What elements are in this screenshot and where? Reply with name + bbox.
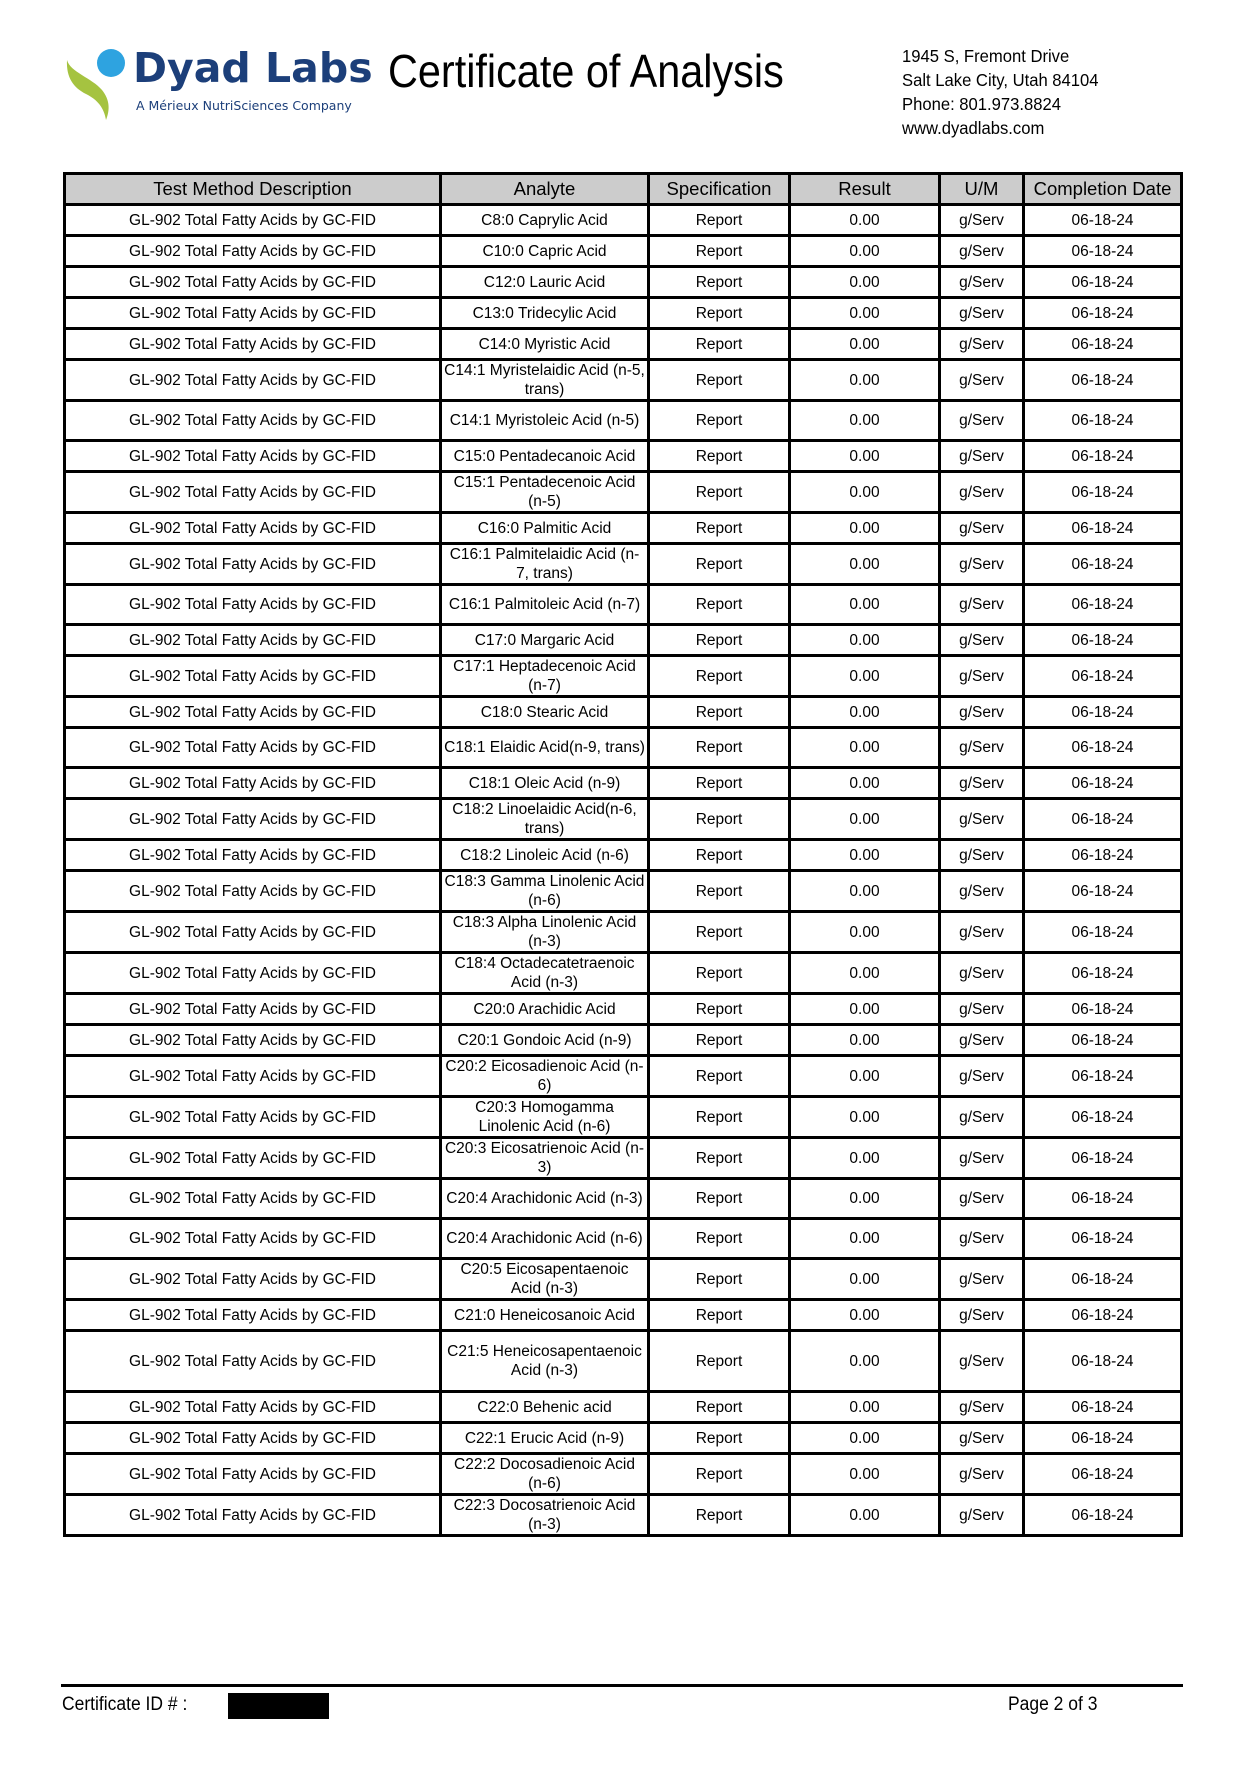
cell-specification: Report xyxy=(649,871,790,912)
table-row xyxy=(65,205,1182,236)
cell-test-method: GL-902 Total Fatty Acids by GC-FID xyxy=(65,1138,441,1179)
cell-unit: g/Serv xyxy=(940,472,1024,513)
cell-test-method: GL-902 Total Fatty Acids by GC-FID xyxy=(65,544,441,585)
cell-completion-date: 06-18-24 xyxy=(1024,1392,1182,1423)
table-row xyxy=(65,1179,1182,1219)
cell-completion-date: 06-18-24 xyxy=(1024,728,1182,768)
cell-test-method: GL-902 Total Fatty Acids by GC-FID xyxy=(65,585,441,625)
cell-specification: Report xyxy=(649,1219,790,1259)
cell-analyte: C22:2 Docosadienoic Acid (n-6) xyxy=(441,1454,649,1495)
cell-result: 0.00 xyxy=(790,1423,940,1454)
cell-unit: g/Serv xyxy=(940,205,1024,236)
table-row xyxy=(65,441,1182,472)
cell-unit: g/Serv xyxy=(940,1300,1024,1331)
cell-specification: Report xyxy=(649,267,790,298)
cell-analyte: C22:1 Erucic Acid (n-9) xyxy=(441,1423,649,1454)
cell-specification: Report xyxy=(649,1331,790,1392)
cell-unit: g/Serv xyxy=(940,1331,1024,1392)
cell-analyte: C16:1 Palmitelaidic Acid (n-7, trans) xyxy=(441,544,649,585)
cell-result: 0.00 xyxy=(790,1495,940,1536)
brand-tagline: A Mérieux NutriSciences Company xyxy=(136,98,352,113)
table-row xyxy=(65,1025,1182,1056)
cell-unit: g/Serv xyxy=(940,298,1024,329)
cell-test-method: GL-902 Total Fatty Acids by GC-FID xyxy=(65,1056,441,1097)
cell-specification: Report xyxy=(649,1392,790,1423)
cell-completion-date: 06-18-24 xyxy=(1024,585,1182,625)
cell-unit: g/Serv xyxy=(940,441,1024,472)
cell-analyte: C18:2 Linoleic Acid (n-6) xyxy=(441,840,649,871)
table-row xyxy=(65,360,1182,401)
cell-specification: Report xyxy=(649,799,790,840)
cell-result: 0.00 xyxy=(790,513,940,544)
cell-specification: Report xyxy=(649,298,790,329)
cell-analyte: C16:1 Palmitoleic Acid (n-7) xyxy=(441,585,649,625)
cell-analyte: C10:0 Capric Acid xyxy=(441,236,649,267)
cell-unit: g/Serv xyxy=(940,236,1024,267)
cell-result: 0.00 xyxy=(790,205,940,236)
cell-result: 0.00 xyxy=(790,544,940,585)
table-row xyxy=(65,401,1182,441)
cell-test-method: GL-902 Total Fatty Acids by GC-FID xyxy=(65,1025,441,1056)
cell-test-method: GL-902 Total Fatty Acids by GC-FID xyxy=(65,1259,441,1300)
cell-analyte: C20:3 Eicosatrienoic Acid (n-3) xyxy=(441,1138,649,1179)
cell-unit: g/Serv xyxy=(940,1025,1024,1056)
brand-name: Dyad Labs xyxy=(133,44,373,92)
cell-unit: g/Serv xyxy=(940,585,1024,625)
table-row xyxy=(65,267,1182,298)
table-row xyxy=(65,329,1182,360)
cell-test-method: GL-902 Total Fatty Acids by GC-FID xyxy=(65,1495,441,1536)
table-row xyxy=(65,513,1182,544)
cell-completion-date: 06-18-24 xyxy=(1024,625,1182,656)
cell-completion-date: 06-18-24 xyxy=(1024,1219,1182,1259)
cell-completion-date: 06-18-24 xyxy=(1024,912,1182,953)
cell-analyte: C14:0 Myristic Acid xyxy=(441,329,649,360)
cell-specification: Report xyxy=(649,768,790,799)
cell-unit: g/Serv xyxy=(940,1495,1024,1536)
cell-result: 0.00 xyxy=(790,1138,940,1179)
table-row xyxy=(65,236,1182,267)
table-row xyxy=(65,1454,1182,1495)
cell-completion-date: 06-18-24 xyxy=(1024,329,1182,360)
cell-test-method: GL-902 Total Fatty Acids by GC-FID xyxy=(65,1300,441,1331)
cell-result: 0.00 xyxy=(790,360,940,401)
cell-unit: g/Serv xyxy=(940,1454,1024,1495)
table-row xyxy=(65,625,1182,656)
cell-specification: Report xyxy=(649,1056,790,1097)
cell-test-method: GL-902 Total Fatty Acids by GC-FID xyxy=(65,267,441,298)
cell-specification: Report xyxy=(649,544,790,585)
table-row xyxy=(65,953,1182,994)
cell-unit: g/Serv xyxy=(940,871,1024,912)
cell-completion-date: 06-18-24 xyxy=(1024,953,1182,994)
cell-unit: g/Serv xyxy=(940,912,1024,953)
cell-specification: Report xyxy=(649,1138,790,1179)
cell-analyte: C22:0 Behenic acid xyxy=(441,1392,649,1423)
cell-test-method: GL-902 Total Fatty Acids by GC-FID xyxy=(65,625,441,656)
cell-result: 0.00 xyxy=(790,329,940,360)
table-row xyxy=(65,799,1182,840)
cell-analyte: C18:3 Alpha Linolenic Acid (n-3) xyxy=(441,912,649,953)
cell-analyte: C20:3 Homogamma Linolenic Acid (n-6) xyxy=(441,1097,649,1138)
cell-specification: Report xyxy=(649,513,790,544)
table-row xyxy=(65,871,1182,912)
cell-test-method: GL-902 Total Fatty Acids by GC-FID xyxy=(65,1219,441,1259)
cell-result: 0.00 xyxy=(790,912,940,953)
address-phone: Phone: 801.973.8824 xyxy=(902,94,1062,114)
cell-result: 0.00 xyxy=(790,1331,940,1392)
cell-completion-date: 06-18-24 xyxy=(1024,1331,1182,1392)
cell-analyte: C17:1 Heptadecenoic Acid (n-7) xyxy=(441,656,649,697)
table-row xyxy=(65,1423,1182,1454)
cell-specification: Report xyxy=(649,912,790,953)
cell-test-method: GL-902 Total Fatty Acids by GC-FID xyxy=(65,697,441,728)
cell-completion-date: 06-18-24 xyxy=(1024,840,1182,871)
cell-analyte: C14:1 Myristelaidic Acid (n-5, trans) xyxy=(441,360,649,401)
cell-result: 0.00 xyxy=(790,585,940,625)
table-row xyxy=(65,1300,1182,1331)
cell-test-method: GL-902 Total Fatty Acids by GC-FID xyxy=(65,298,441,329)
cell-analyte: C8:0 Caprylic Acid xyxy=(441,205,649,236)
address-city: Salt Lake City, Utah 84104 xyxy=(902,70,1099,90)
cell-completion-date: 06-18-24 xyxy=(1024,1454,1182,1495)
table-row xyxy=(65,472,1182,513)
cell-unit: g/Serv xyxy=(940,329,1024,360)
cell-analyte: C18:2 Linoelaidic Acid(n-6, trans) xyxy=(441,799,649,840)
table-row xyxy=(65,1219,1182,1259)
table-row xyxy=(65,1259,1182,1300)
table-row xyxy=(65,1056,1182,1097)
table-row xyxy=(65,1495,1182,1536)
cell-specification: Report xyxy=(649,1423,790,1454)
cell-result: 0.00 xyxy=(790,1454,940,1495)
column-header-analyte: Analyte xyxy=(441,174,649,205)
cell-analyte: C18:4 Octadecatetraenoic Acid (n-3) xyxy=(441,953,649,994)
certificate-id-redacted xyxy=(228,1693,329,1719)
cell-specification: Report xyxy=(649,1495,790,1536)
cell-completion-date: 06-18-24 xyxy=(1024,544,1182,585)
cell-analyte: C20:4 Arachidonic Acid (n-3) xyxy=(441,1179,649,1219)
cell-specification: Report xyxy=(649,1300,790,1331)
cell-unit: g/Serv xyxy=(940,656,1024,697)
cell-specification: Report xyxy=(649,441,790,472)
cell-analyte: C20:0 Arachidic Acid xyxy=(441,994,649,1025)
cell-test-method: GL-902 Total Fatty Acids by GC-FID xyxy=(65,1331,441,1392)
results-table xyxy=(63,172,1183,1537)
cell-result: 0.00 xyxy=(790,840,940,871)
cell-test-method: GL-902 Total Fatty Acids by GC-FID xyxy=(65,329,441,360)
cell-result: 0.00 xyxy=(790,298,940,329)
cell-test-method: GL-902 Total Fatty Acids by GC-FID xyxy=(65,953,441,994)
cell-test-method: GL-902 Total Fatty Acids by GC-FID xyxy=(65,401,441,441)
cell-specification: Report xyxy=(649,697,790,728)
cell-result: 0.00 xyxy=(790,799,940,840)
cell-result: 0.00 xyxy=(790,1392,940,1423)
cell-result: 0.00 xyxy=(790,1219,940,1259)
cell-unit: g/Serv xyxy=(940,1259,1024,1300)
cell-test-method: GL-902 Total Fatty Acids by GC-FID xyxy=(65,513,441,544)
cell-completion-date: 06-18-24 xyxy=(1024,1179,1182,1219)
cell-specification: Report xyxy=(649,329,790,360)
cell-completion-date: 06-18-24 xyxy=(1024,1495,1182,1536)
cell-unit: g/Serv xyxy=(940,1219,1024,1259)
cell-specification: Report xyxy=(649,585,790,625)
column-header-unit: U/M xyxy=(940,174,1024,205)
cell-result: 0.00 xyxy=(790,953,940,994)
cell-completion-date: 06-18-24 xyxy=(1024,441,1182,472)
cell-unit: g/Serv xyxy=(940,360,1024,401)
cell-analyte: C22:3 Docosatrienoic Acid (n-3) xyxy=(441,1495,649,1536)
cell-specification: Report xyxy=(649,472,790,513)
cell-specification: Report xyxy=(649,205,790,236)
cell-test-method: GL-902 Total Fatty Acids by GC-FID xyxy=(65,728,441,768)
table-row xyxy=(65,656,1182,697)
cell-result: 0.00 xyxy=(790,267,940,298)
cell-completion-date: 06-18-24 xyxy=(1024,472,1182,513)
cell-result: 0.00 xyxy=(790,1300,940,1331)
cell-test-method: GL-902 Total Fatty Acids by GC-FID xyxy=(65,1179,441,1219)
cell-specification: Report xyxy=(649,1259,790,1300)
cell-unit: g/Serv xyxy=(940,513,1024,544)
cell-result: 0.00 xyxy=(790,401,940,441)
cell-test-method: GL-902 Total Fatty Acids by GC-FID xyxy=(65,656,441,697)
cell-specification: Report xyxy=(649,656,790,697)
cell-specification: Report xyxy=(649,1097,790,1138)
cell-analyte: C18:0 Stearic Acid xyxy=(441,697,649,728)
cell-specification: Report xyxy=(649,953,790,994)
table-row xyxy=(65,1097,1182,1138)
cell-test-method: GL-902 Total Fatty Acids by GC-FID xyxy=(65,1423,441,1454)
cell-test-method: GL-902 Total Fatty Acids by GC-FID xyxy=(65,472,441,513)
cell-completion-date: 06-18-24 xyxy=(1024,1423,1182,1454)
cell-result: 0.00 xyxy=(790,656,940,697)
address-website: www.dyadlabs.com xyxy=(902,118,1045,138)
cell-test-method: GL-902 Total Fatty Acids by GC-FID xyxy=(65,360,441,401)
cell-specification: Report xyxy=(649,236,790,267)
cell-completion-date: 06-18-24 xyxy=(1024,1056,1182,1097)
cell-analyte: C17:0 Margaric Acid xyxy=(441,625,649,656)
table-row xyxy=(65,912,1182,953)
page-number: Page 2 of 3 xyxy=(1008,1694,1098,1715)
cell-completion-date: 06-18-24 xyxy=(1024,236,1182,267)
column-header-specification: Specification xyxy=(649,174,790,205)
cell-result: 0.00 xyxy=(790,994,940,1025)
cell-test-method: GL-902 Total Fatty Acids by GC-FID xyxy=(65,1454,441,1495)
cell-result: 0.00 xyxy=(790,472,940,513)
cell-test-method: GL-902 Total Fatty Acids by GC-FID xyxy=(65,799,441,840)
cell-test-method: GL-902 Total Fatty Acids by GC-FID xyxy=(65,994,441,1025)
cell-completion-date: 06-18-24 xyxy=(1024,768,1182,799)
footer-divider xyxy=(61,1684,1183,1687)
cell-analyte: C18:1 Elaidic Acid(n-9, trans) xyxy=(441,728,649,768)
cell-analyte: C12:0 Lauric Acid xyxy=(441,267,649,298)
cell-unit: g/Serv xyxy=(940,994,1024,1025)
cell-specification: Report xyxy=(649,360,790,401)
cell-specification: Report xyxy=(649,994,790,1025)
cell-completion-date: 06-18-24 xyxy=(1024,656,1182,697)
cell-completion-date: 06-18-24 xyxy=(1024,267,1182,298)
cell-completion-date: 06-18-24 xyxy=(1024,994,1182,1025)
cell-completion-date: 06-18-24 xyxy=(1024,1300,1182,1331)
cell-completion-date: 06-18-24 xyxy=(1024,401,1182,441)
cell-analyte: C13:0 Tridecylic Acid xyxy=(441,298,649,329)
dyad-labs-logo-icon xyxy=(62,42,132,122)
cell-test-method: GL-902 Total Fatty Acids by GC-FID xyxy=(65,236,441,267)
cell-unit: g/Serv xyxy=(940,625,1024,656)
cell-test-method: GL-902 Total Fatty Acids by GC-FID xyxy=(65,441,441,472)
cell-analyte: C14:1 Myristoleic Acid (n-5) xyxy=(441,401,649,441)
cell-result: 0.00 xyxy=(790,1025,940,1056)
cell-analyte: C20:5 Eicosapentaenoic Acid (n-3) xyxy=(441,1259,649,1300)
cell-result: 0.00 xyxy=(790,1097,940,1138)
cell-test-method: GL-902 Total Fatty Acids by GC-FID xyxy=(65,1392,441,1423)
cell-specification: Report xyxy=(649,1025,790,1056)
cell-completion-date: 06-18-24 xyxy=(1024,513,1182,544)
cell-analyte: C21:5 Heneicosapentaenoic Acid (n-3) xyxy=(441,1331,649,1392)
cell-completion-date: 06-18-24 xyxy=(1024,1097,1182,1138)
column-header-completion-date: Completion Date xyxy=(1024,174,1182,205)
document-title: Certificate of Analysis xyxy=(388,45,784,97)
cell-result: 0.00 xyxy=(790,871,940,912)
cell-specification: Report xyxy=(649,1179,790,1219)
certificate-id-label: Certificate ID # : xyxy=(62,1694,188,1715)
cell-completion-date: 06-18-24 xyxy=(1024,360,1182,401)
lab-address xyxy=(902,44,1109,140)
cell-unit: g/Serv xyxy=(940,1392,1024,1423)
cell-test-method: GL-902 Total Fatty Acids by GC-FID xyxy=(65,768,441,799)
cell-unit: g/Serv xyxy=(940,544,1024,585)
cell-unit: g/Serv xyxy=(940,697,1024,728)
table-row xyxy=(65,994,1182,1025)
cell-analyte: C15:0 Pentadecanoic Acid xyxy=(441,441,649,472)
cell-result: 0.00 xyxy=(790,728,940,768)
cell-result: 0.00 xyxy=(790,768,940,799)
cell-completion-date: 06-18-24 xyxy=(1024,1259,1182,1300)
cell-completion-date: 06-18-24 xyxy=(1024,697,1182,728)
cell-specification: Report xyxy=(649,401,790,441)
column-header-test-method: Test Method Description xyxy=(65,174,441,205)
cell-unit: g/Serv xyxy=(940,1423,1024,1454)
cell-completion-date: 06-18-24 xyxy=(1024,298,1182,329)
cell-unit: g/Serv xyxy=(940,267,1024,298)
cell-result: 0.00 xyxy=(790,1056,940,1097)
cell-unit: g/Serv xyxy=(940,768,1024,799)
cell-unit: g/Serv xyxy=(940,401,1024,441)
cell-specification: Report xyxy=(649,1454,790,1495)
table-body xyxy=(65,205,1182,1536)
table-row xyxy=(65,544,1182,585)
cell-unit: g/Serv xyxy=(940,1179,1024,1219)
cell-completion-date: 06-18-24 xyxy=(1024,205,1182,236)
cell-analyte: C20:2 Eicosadienoic Acid (n-6) xyxy=(441,1056,649,1097)
cell-analyte: C20:1 Gondoic Acid (n-9) xyxy=(441,1025,649,1056)
cell-completion-date: 06-18-24 xyxy=(1024,1025,1182,1056)
cell-specification: Report xyxy=(649,625,790,656)
cell-analyte: C18:1 Oleic Acid (n-9) xyxy=(441,768,649,799)
table-row xyxy=(65,840,1182,871)
cell-unit: g/Serv xyxy=(940,840,1024,871)
cell-unit: g/Serv xyxy=(940,1056,1024,1097)
cell-specification: Report xyxy=(649,840,790,871)
column-header-result: Result xyxy=(790,174,940,205)
cell-test-method: GL-902 Total Fatty Acids by GC-FID xyxy=(65,1097,441,1138)
cell-unit: g/Serv xyxy=(940,1138,1024,1179)
table-row xyxy=(65,697,1182,728)
cell-completion-date: 06-18-24 xyxy=(1024,871,1182,912)
cell-unit: g/Serv xyxy=(940,799,1024,840)
table-row xyxy=(65,1138,1182,1179)
table-row xyxy=(65,298,1182,329)
table-header-row xyxy=(65,174,1182,205)
table-row xyxy=(65,768,1182,799)
cell-test-method: GL-902 Total Fatty Acids by GC-FID xyxy=(65,912,441,953)
logo-dot-shape xyxy=(97,49,125,77)
cell-result: 0.00 xyxy=(790,236,940,267)
table-row xyxy=(65,1392,1182,1423)
table-row xyxy=(65,728,1182,768)
cell-analyte: C21:0 Heneicosanoic Acid xyxy=(441,1300,649,1331)
table-row xyxy=(65,585,1182,625)
cell-test-method: GL-902 Total Fatty Acids by GC-FID xyxy=(65,205,441,236)
cell-result: 0.00 xyxy=(790,441,940,472)
cell-test-method: GL-902 Total Fatty Acids by GC-FID xyxy=(65,840,441,871)
cell-result: 0.00 xyxy=(790,625,940,656)
cell-completion-date: 06-18-24 xyxy=(1024,799,1182,840)
cell-test-method: GL-902 Total Fatty Acids by GC-FID xyxy=(65,871,441,912)
cell-completion-date: 06-18-24 xyxy=(1024,1138,1182,1179)
cell-result: 0.00 xyxy=(790,697,940,728)
cell-unit: g/Serv xyxy=(940,1097,1024,1138)
cell-analyte: C16:0 Palmitic Acid xyxy=(441,513,649,544)
cell-analyte: C15:1 Pentadecenoic Acid (n-5) xyxy=(441,472,649,513)
cell-result: 0.00 xyxy=(790,1259,940,1300)
table-row xyxy=(65,1331,1182,1392)
cell-result: 0.00 xyxy=(790,1179,940,1219)
cell-analyte: C18:3 Gamma Linolenic Acid (n-6) xyxy=(441,871,649,912)
cell-unit: g/Serv xyxy=(940,728,1024,768)
cell-specification: Report xyxy=(649,728,790,768)
cell-analyte: C20:4 Arachidonic Acid (n-6) xyxy=(441,1219,649,1259)
address-street: 1945 S, Fremont Drive xyxy=(902,46,1070,66)
cell-unit: g/Serv xyxy=(940,953,1024,994)
